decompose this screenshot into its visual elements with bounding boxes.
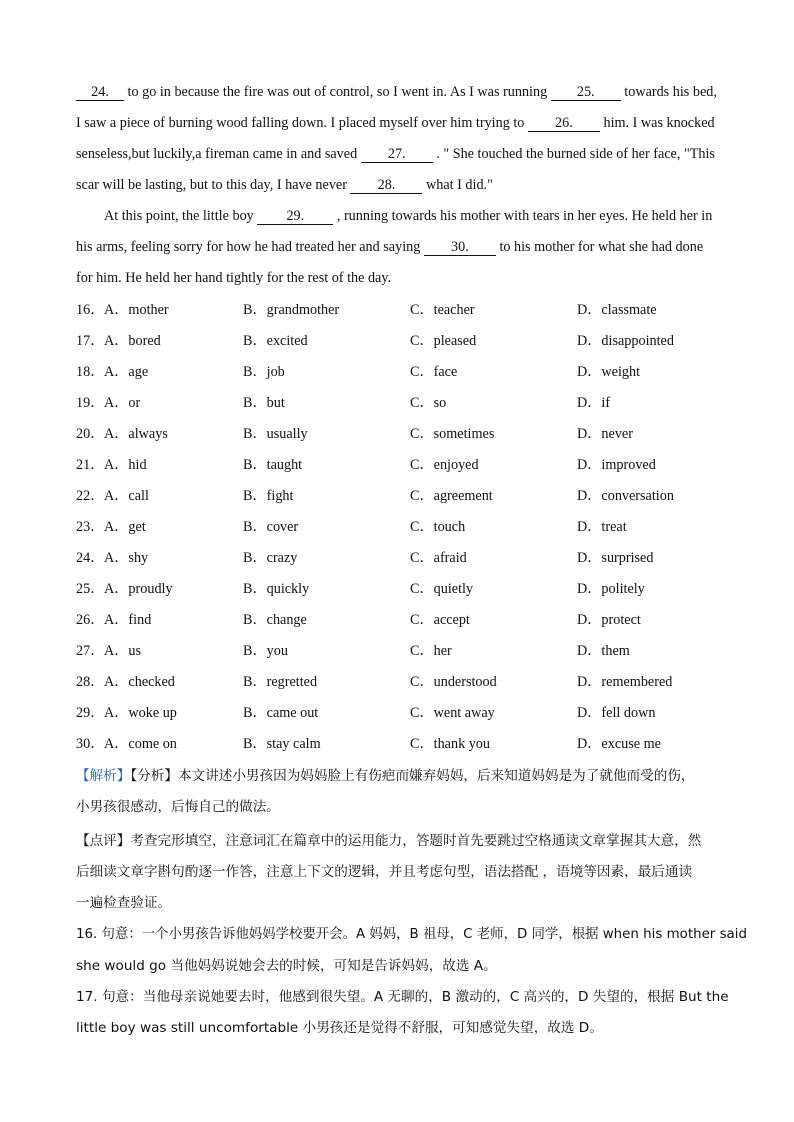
- option-b: B．you: [243, 643, 288, 659]
- question-number: 21．: [76, 457, 105, 473]
- blank-26: 26.: [528, 115, 600, 132]
- option-a: A．hid: [104, 457, 147, 473]
- passage-line: [76, 144, 715, 164]
- option-b: B．excited: [243, 333, 308, 349]
- passage-line: [76, 237, 703, 257]
- passage-line: for him. He held her hand tightly for the rest of the day.: [76, 270, 392, 286]
- analysis-line: [76, 766, 695, 786]
- option-a: A．us: [104, 643, 142, 659]
- option-b: B．came out: [243, 705, 319, 721]
- option-d: D．never: [577, 426, 633, 442]
- option-row: [76, 517, 776, 537]
- comment-line: 一遍检查验证。: [76, 895, 172, 911]
- option-a: A．find: [104, 612, 152, 628]
- question-number: 20．: [76, 426, 105, 442]
- question-number: 26．: [76, 612, 105, 628]
- option-d: D．weight: [577, 364, 641, 380]
- comment-line: 后细读文章字斟句酌逐一作答，注意上下文的逻辑，并且考虑句型，语法搭配 ，语境等因素，最后通读: [76, 864, 693, 880]
- option-row: [76, 610, 776, 630]
- passage-text: him. I was knocked: [599, 115, 715, 131]
- option-d: D．conversation: [577, 488, 674, 504]
- passage-text: what I did.": [422, 177, 493, 193]
- blank-27: 27.: [361, 146, 433, 163]
- option-a: A．proudly: [104, 581, 173, 597]
- option-d: D．remembered: [577, 674, 673, 690]
- explanation-17: 17. 句意：当他母亲说她要去时，他感到很失望。A 无聊的，B 激动的，C 高兴的，D 失望的，根据 But the: [76, 989, 729, 1005]
- question-number: 28．: [76, 674, 105, 690]
- comment-text: 考查完形填空，注意词汇在篇章中的运用能力，答题时首先要跳过空格通读文章掌握其大意，然: [130, 833, 702, 849]
- explanation-16: 16. 句意：一个小男孩告诉他妈妈学校要开会。A 妈妈，B 祖母，C 老师，D 同学，根据 when his mother said: [76, 927, 747, 942]
- passage-text: senseless,but luckily,a fireman came in and saved: [76, 146, 361, 162]
- option-b: B．usually: [243, 426, 308, 442]
- passage-text: . " She touched the burned side of her face, "This: [432, 146, 715, 162]
- passage-line: [104, 206, 712, 226]
- option-b: B．cover: [243, 519, 299, 535]
- option-row: [76, 734, 776, 754]
- option-a: A．call: [104, 488, 149, 504]
- passage-text: to go in because the fire was out of control, so I went in. As I was running: [124, 84, 551, 100]
- option-b: B．fight: [243, 488, 294, 504]
- option-c: C．pleased: [410, 333, 477, 349]
- option-row: [76, 641, 776, 661]
- blank-25: 25.: [551, 84, 621, 101]
- option-row: [76, 300, 776, 320]
- option-c: C．thank you: [410, 736, 490, 752]
- option-c: C．afraid: [410, 550, 467, 566]
- comment-tag: 【点评】: [76, 833, 131, 849]
- question-number: 23．: [76, 519, 105, 535]
- option-c: C．went away: [410, 705, 495, 721]
- blank-29: 29.: [257, 208, 333, 225]
- option-b: B．stay calm: [243, 736, 321, 752]
- question-number: 30．: [76, 736, 105, 752]
- option-row: [76, 672, 776, 692]
- option-d: D．improved: [577, 457, 656, 473]
- passage-line: [76, 82, 717, 102]
- option-a: A．always: [104, 426, 168, 442]
- question-number: 19．: [76, 395, 105, 411]
- option-row: [76, 331, 776, 351]
- option-d: D．protect: [577, 612, 641, 628]
- question-number: 18．: [76, 364, 105, 380]
- option-d: D．them: [577, 643, 630, 659]
- option-row: [76, 424, 776, 444]
- option-a: A．get: [104, 519, 146, 535]
- question-number: 22．: [76, 488, 105, 504]
- option-d: D．classmate: [577, 302, 657, 318]
- option-a: A．bored: [104, 333, 161, 349]
- option-c: C．her: [410, 643, 452, 659]
- option-b: B．taught: [243, 457, 303, 473]
- blank-28: 28.: [350, 177, 422, 194]
- option-d: D．politely: [577, 581, 645, 597]
- option-d: D．treat: [577, 519, 627, 535]
- passage-text: At this point, the little boy: [104, 208, 258, 224]
- passage-text: , running towards his mother with tears in her eyes. He held her in: [333, 208, 713, 224]
- option-c: C．accept: [410, 612, 470, 628]
- option-row: [76, 362, 776, 382]
- option-b: B．grandmother: [243, 302, 340, 318]
- option-a: A．checked: [104, 674, 175, 690]
- passage-text: his arms, feeling sorry for how he had treated her and saying: [76, 239, 424, 255]
- option-row: [76, 548, 776, 568]
- analysis-tag-fenxi: 【分析】: [130, 768, 178, 784]
- option-row: [76, 393, 776, 413]
- option-row: [76, 455, 776, 475]
- option-d: D．fell down: [577, 705, 656, 721]
- option-c: C．so: [410, 395, 447, 411]
- option-c: C．sometimes: [410, 426, 495, 442]
- option-a: A．come on: [104, 736, 177, 752]
- question-number: 27．: [76, 643, 105, 659]
- option-d: D．surprised: [577, 550, 654, 566]
- question-number: 24．: [76, 550, 105, 566]
- option-b: B．quickly: [243, 581, 310, 597]
- option-a: A．woke up: [104, 705, 177, 721]
- option-b: B．change: [243, 612, 307, 628]
- passage-text: scar will be lasting, but to this day, I have never: [76, 177, 351, 193]
- passage-line: [76, 113, 715, 133]
- option-a: A．age: [104, 364, 149, 380]
- question-number: 16．: [76, 302, 105, 318]
- option-c: C．face: [410, 364, 458, 380]
- option-d: D．if: [577, 395, 611, 411]
- option-c: C．quietly: [410, 581, 474, 597]
- option-d: D．excuse me: [577, 736, 661, 752]
- explanation-17: little boy was still uncomfortable 小男孩还是觉得不舒服，可知感觉失望，故选 D。: [76, 1020, 603, 1036]
- question-number: 25．: [76, 581, 105, 597]
- option-c: C．agreement: [410, 488, 493, 504]
- option-row: [76, 703, 776, 723]
- option-d: D．disappointed: [577, 333, 674, 349]
- blank-30: 30.: [424, 239, 496, 256]
- analysis-text: 本文讲述小男孩因为妈妈脸上有伤疤而嫌弃妈妈，后来知道妈妈是为了就他而受的伤，: [177, 768, 695, 784]
- option-c: C．teacher: [410, 302, 475, 318]
- option-a: A．or: [104, 395, 141, 411]
- option-a: A．mother: [104, 302, 169, 318]
- question-number: 17．: [76, 333, 105, 349]
- blank-24: 24.: [76, 84, 124, 101]
- option-b: B．but: [243, 395, 285, 411]
- passage-text: towards his bed,: [620, 84, 717, 100]
- option-b: B．regretted: [243, 674, 318, 690]
- option-row: [76, 579, 776, 599]
- explanation-16: she would go 当他妈妈说她会去的时候，可知是告诉妈妈，故选 A。: [76, 958, 497, 974]
- option-c: C．understood: [410, 674, 497, 690]
- option-b: B．job: [243, 364, 285, 380]
- passage-line: [76, 175, 493, 195]
- option-a: A．shy: [104, 550, 149, 566]
- passage-text: to his mother for what she had done: [495, 239, 704, 255]
- question-number: 29．: [76, 705, 105, 721]
- option-b: B．crazy: [243, 550, 298, 566]
- passage-text: I saw a piece of burning wood falling down. I placed myself over him trying to: [76, 115, 528, 131]
- analysis-line: 小男孩很感动，后悔自己的做法。: [76, 799, 280, 815]
- option-c: C．enjoyed: [410, 457, 479, 473]
- analysis-tag: 【解析】: [76, 768, 131, 784]
- option-c: C．touch: [410, 519, 466, 535]
- option-row: [76, 486, 776, 506]
- comment-line: [76, 831, 701, 851]
